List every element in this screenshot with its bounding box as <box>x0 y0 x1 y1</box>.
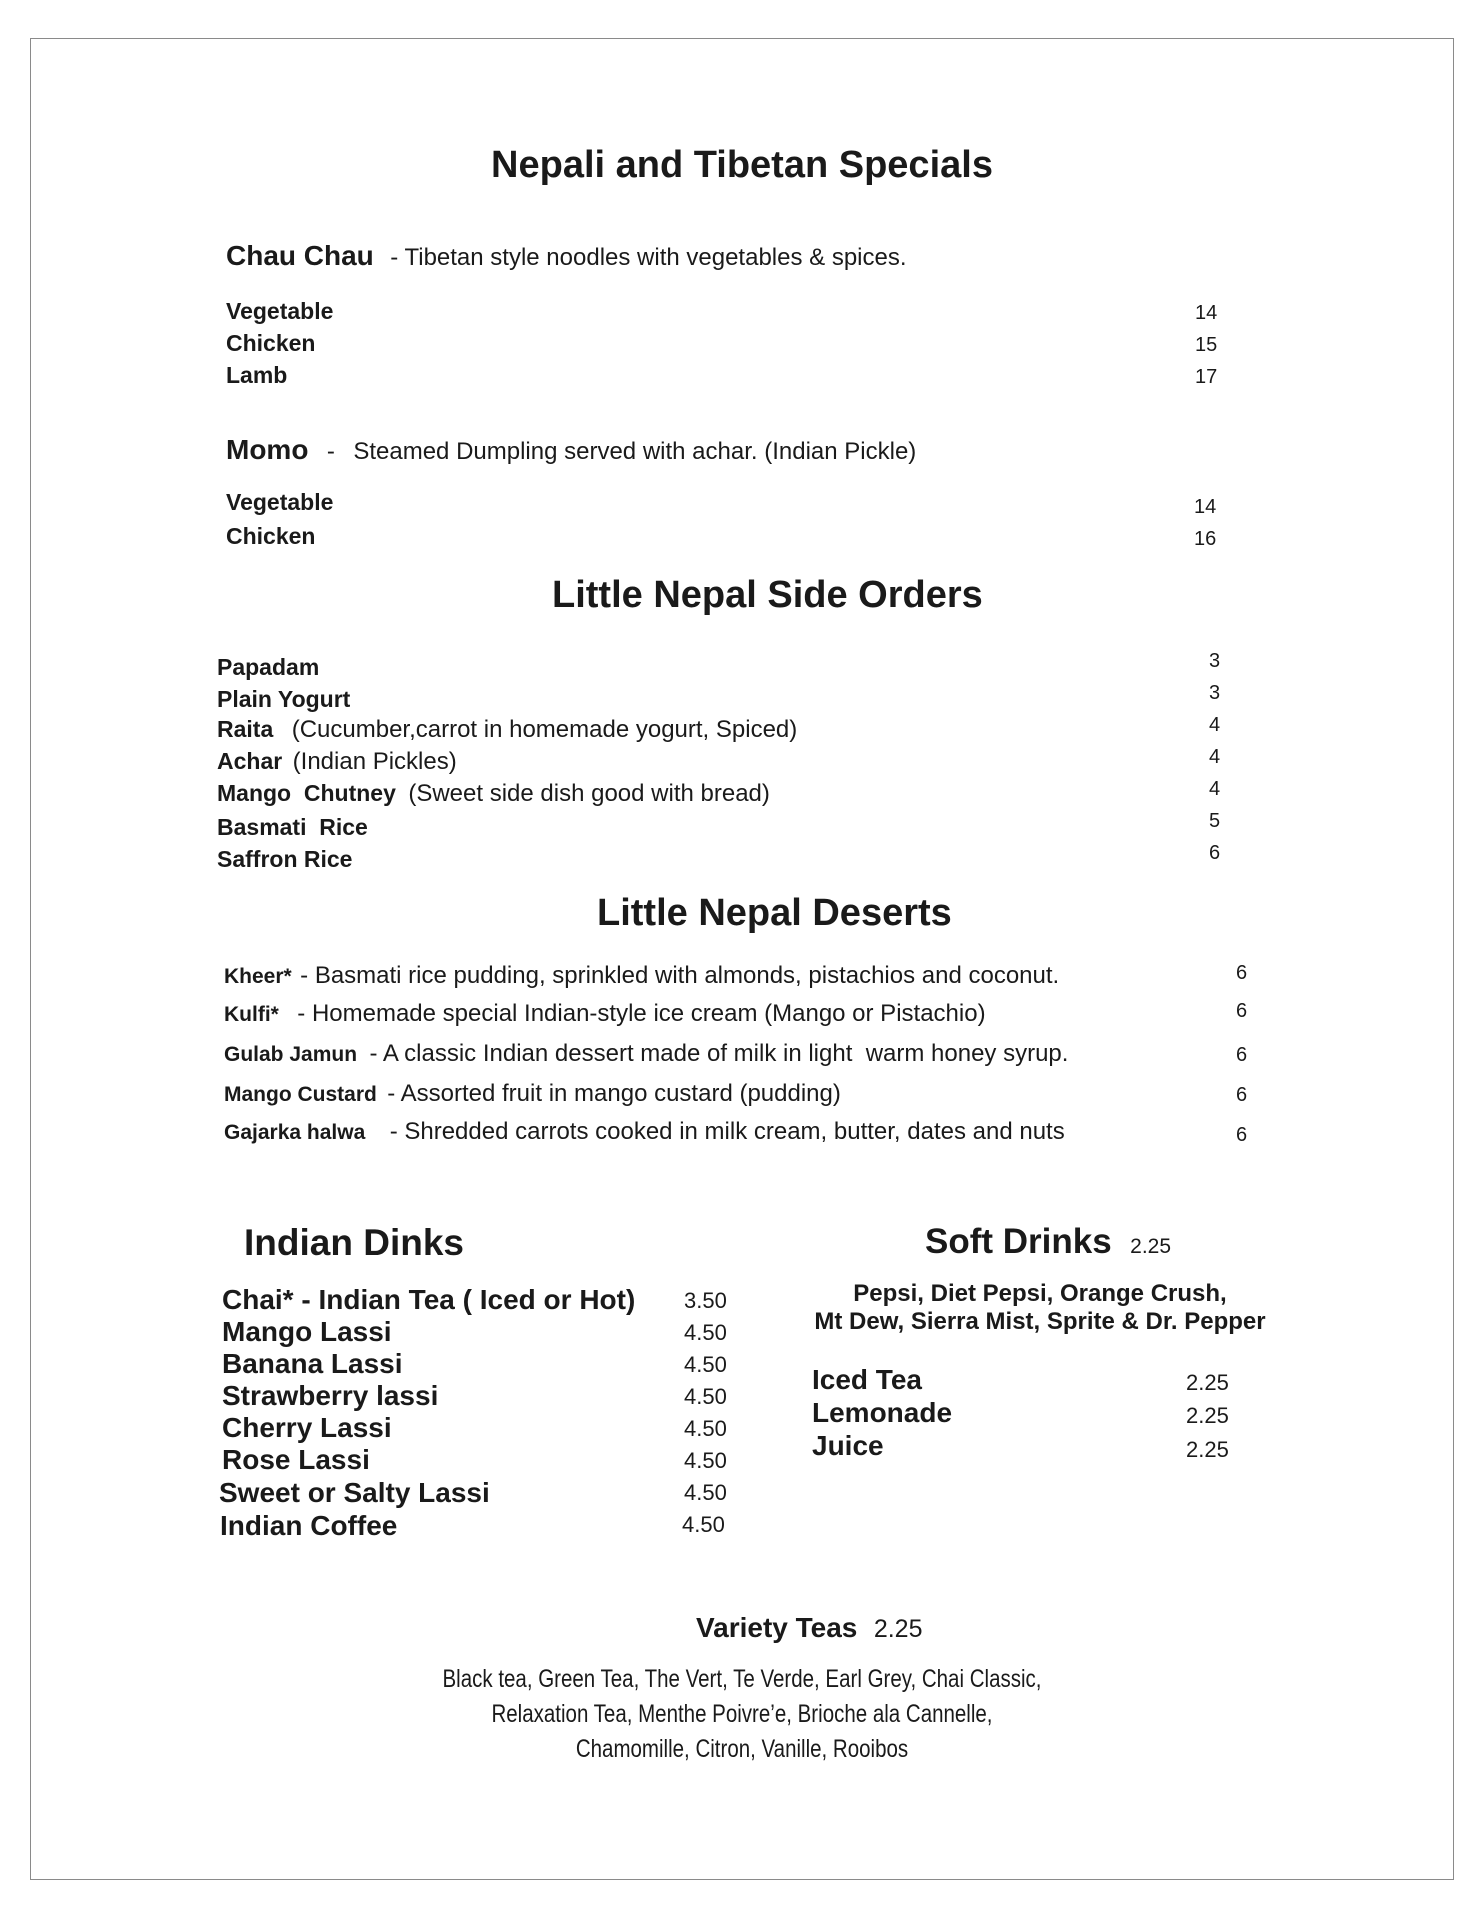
side-price: 4 <box>1209 746 1221 768</box>
drink-item: Cherry Lassi <box>222 1412 392 1443</box>
desert-item-desc: - Assorted fruit in mango custard (pudding) <box>387 1080 841 1107</box>
drink-item: Banana Lassi <box>222 1348 403 1379</box>
menu-price: 14 <box>1194 496 1217 518</box>
teas-header <box>696 1612 923 1644</box>
desert-price: 6 <box>1236 1084 1248 1106</box>
sides-title: Little Nepal Side Orders <box>552 574 983 616</box>
side-item-name: Raita <box>217 716 274 742</box>
desert-item-desc: - A classic Indian dessert made of milk in light warm honey syrup. <box>369 1040 1069 1067</box>
menu-item: Vegetable <box>226 489 334 515</box>
desert-item-name: Gajarka halwa <box>224 1121 366 1144</box>
desert-item <box>224 1040 1068 1068</box>
teas-list-line3: Chamomille, Citron, Vanille, Rooibos <box>575 1735 909 1763</box>
side-item-name: Plain Yogurt <box>217 686 351 712</box>
desert-price: 6 <box>1236 1124 1248 1146</box>
side-price: 6 <box>1209 842 1221 864</box>
chau-chau-header <box>226 240 907 272</box>
side-item-desc: (Sweet side dish good with bread) <box>408 780 770 807</box>
deserts-title: Little Nepal Deserts <box>597 892 952 934</box>
soft-drink-price: 2.25 <box>1186 1403 1229 1428</box>
drink-price: 4.50 <box>684 1416 727 1441</box>
drink-item: Indian Coffee <box>220 1510 398 1541</box>
desert-item <box>224 1118 1065 1146</box>
momo-desc: Steamed Dumpling served with achar. (Indian Pickle) <box>353 438 917 465</box>
teas-title: Variety Teas <box>696 1612 858 1643</box>
soft-drink-item: Iced Tea <box>812 1364 922 1395</box>
drink-item: Strawberry lassi <box>222 1380 439 1411</box>
desert-item-desc: - Basmati rice pudding, sprinkled with almonds, pistachios and coconut. <box>300 962 1060 989</box>
drink-price: 4.50 <box>684 1320 727 1345</box>
side-item-name: Achar <box>217 748 283 774</box>
momo-dash: - <box>326 438 335 465</box>
side-item <box>217 748 457 776</box>
side-item <box>217 686 350 713</box>
desert-item-name: Kheer* <box>224 965 292 988</box>
side-item-desc: (Indian Pickles) <box>292 748 457 775</box>
side-item <box>217 716 797 744</box>
drink-price: 4.50 <box>682 1512 725 1537</box>
menu-price: 17 <box>1195 366 1218 388</box>
soft-drink-item: Juice <box>812 1430 884 1461</box>
desert-price: 6 <box>1236 1044 1248 1066</box>
desert-item-name: Mango Custard <box>224 1083 377 1106</box>
side-item <box>217 654 319 681</box>
side-item <box>217 780 770 808</box>
drink-price: 4.50 <box>684 1448 727 1473</box>
desert-item-name: Gulab Jamun <box>224 1043 358 1066</box>
soft-drinks-list-line1: Pepsi, Diet Pepsi, Orange Crush, <box>853 1280 1227 1307</box>
indian-drinks-title: Indian Dinks <box>244 1222 464 1263</box>
side-item-name: Basmati Rice <box>217 814 368 840</box>
menu-item: Vegetable <box>226 298 334 324</box>
desert-item <box>224 962 1059 990</box>
soft-drink-price: 2.25 <box>1186 1437 1229 1462</box>
desert-item <box>224 1000 986 1028</box>
drink-item: Sweet or Salty Lassi <box>219 1477 490 1508</box>
teas-list-line2: Relaxation Tea, Menthe Poivre’e, Brioche ala Cannelle, <box>491 1700 993 1728</box>
soft-drink-price: 2.25 <box>1186 1370 1229 1395</box>
desert-price: 6 <box>1236 962 1248 984</box>
side-item-name: Saffron Rice <box>217 846 353 872</box>
desert-item-desc: - Shredded carrots cooked in milk cream, butter, dates and nuts <box>389 1118 1065 1145</box>
side-price: 5 <box>1209 810 1221 832</box>
desert-item <box>224 1080 841 1108</box>
teas-list-line1: Black tea, Green Tea, The Vert, Te Verde, Earl Grey, Chai Classic, <box>442 1665 1042 1693</box>
side-item <box>217 814 368 841</box>
drink-price: 4.50 <box>684 1352 727 1377</box>
drink-price: 4.50 <box>684 1480 727 1505</box>
menu-price: 16 <box>1194 528 1217 550</box>
drink-price: 3.50 <box>684 1288 727 1313</box>
momo-header <box>226 434 916 466</box>
soft-drinks-header <box>925 1222 1171 1262</box>
chau-chau-desc: - Tibetan style noodles with vegetables & spices. <box>390 244 907 271</box>
side-item-desc: (Cucumber,carrot in homemade yogurt, Spiced) <box>291 716 798 743</box>
desert-item-name: Kulfi* <box>224 1003 279 1026</box>
drink-item: Chai* - Indian Tea ( Iced or Hot) <box>222 1284 636 1315</box>
soft-drinks-title: Soft Drinks <box>925 1222 1112 1261</box>
side-price: 4 <box>1209 778 1221 800</box>
side-price: 3 <box>1209 650 1221 672</box>
desert-price: 6 <box>1236 1000 1248 1022</box>
drink-item: Rose Lassi <box>222 1444 370 1475</box>
menu-item: Lamb <box>226 362 288 388</box>
side-price: 3 <box>1209 682 1221 704</box>
soft-drink-item: Lemonade <box>812 1397 953 1428</box>
menu-price: 14 <box>1195 302 1218 324</box>
specials-title: Nepali and Tibetan Specials <box>491 144 993 186</box>
momo-name: Momo <box>226 434 309 465</box>
menu-item: Chicken <box>226 523 316 549</box>
drink-price: 4.50 <box>684 1384 727 1409</box>
side-item-name: Mango Chutney <box>217 780 396 806</box>
side-item <box>217 846 352 873</box>
soft-drinks-list-line2: Mt Dew, Sierra Mist, Sprite & Dr. Pepper <box>814 1308 1266 1335</box>
drink-item: Mango Lassi <box>222 1316 392 1347</box>
soft-drinks-price: 2.25 <box>1130 1235 1172 1258</box>
desert-item-desc: - Homemade special Indian-style ice cream (Mango or Pistachio) <box>297 1000 986 1027</box>
chau-chau-name: Chau Chau <box>226 240 374 271</box>
side-price: 4 <box>1209 714 1221 736</box>
side-item-name: Papadam <box>217 654 320 680</box>
menu-item: Chicken <box>226 330 316 356</box>
teas-price: 2.25 <box>873 1615 923 1643</box>
menu-price: 15 <box>1195 334 1218 356</box>
